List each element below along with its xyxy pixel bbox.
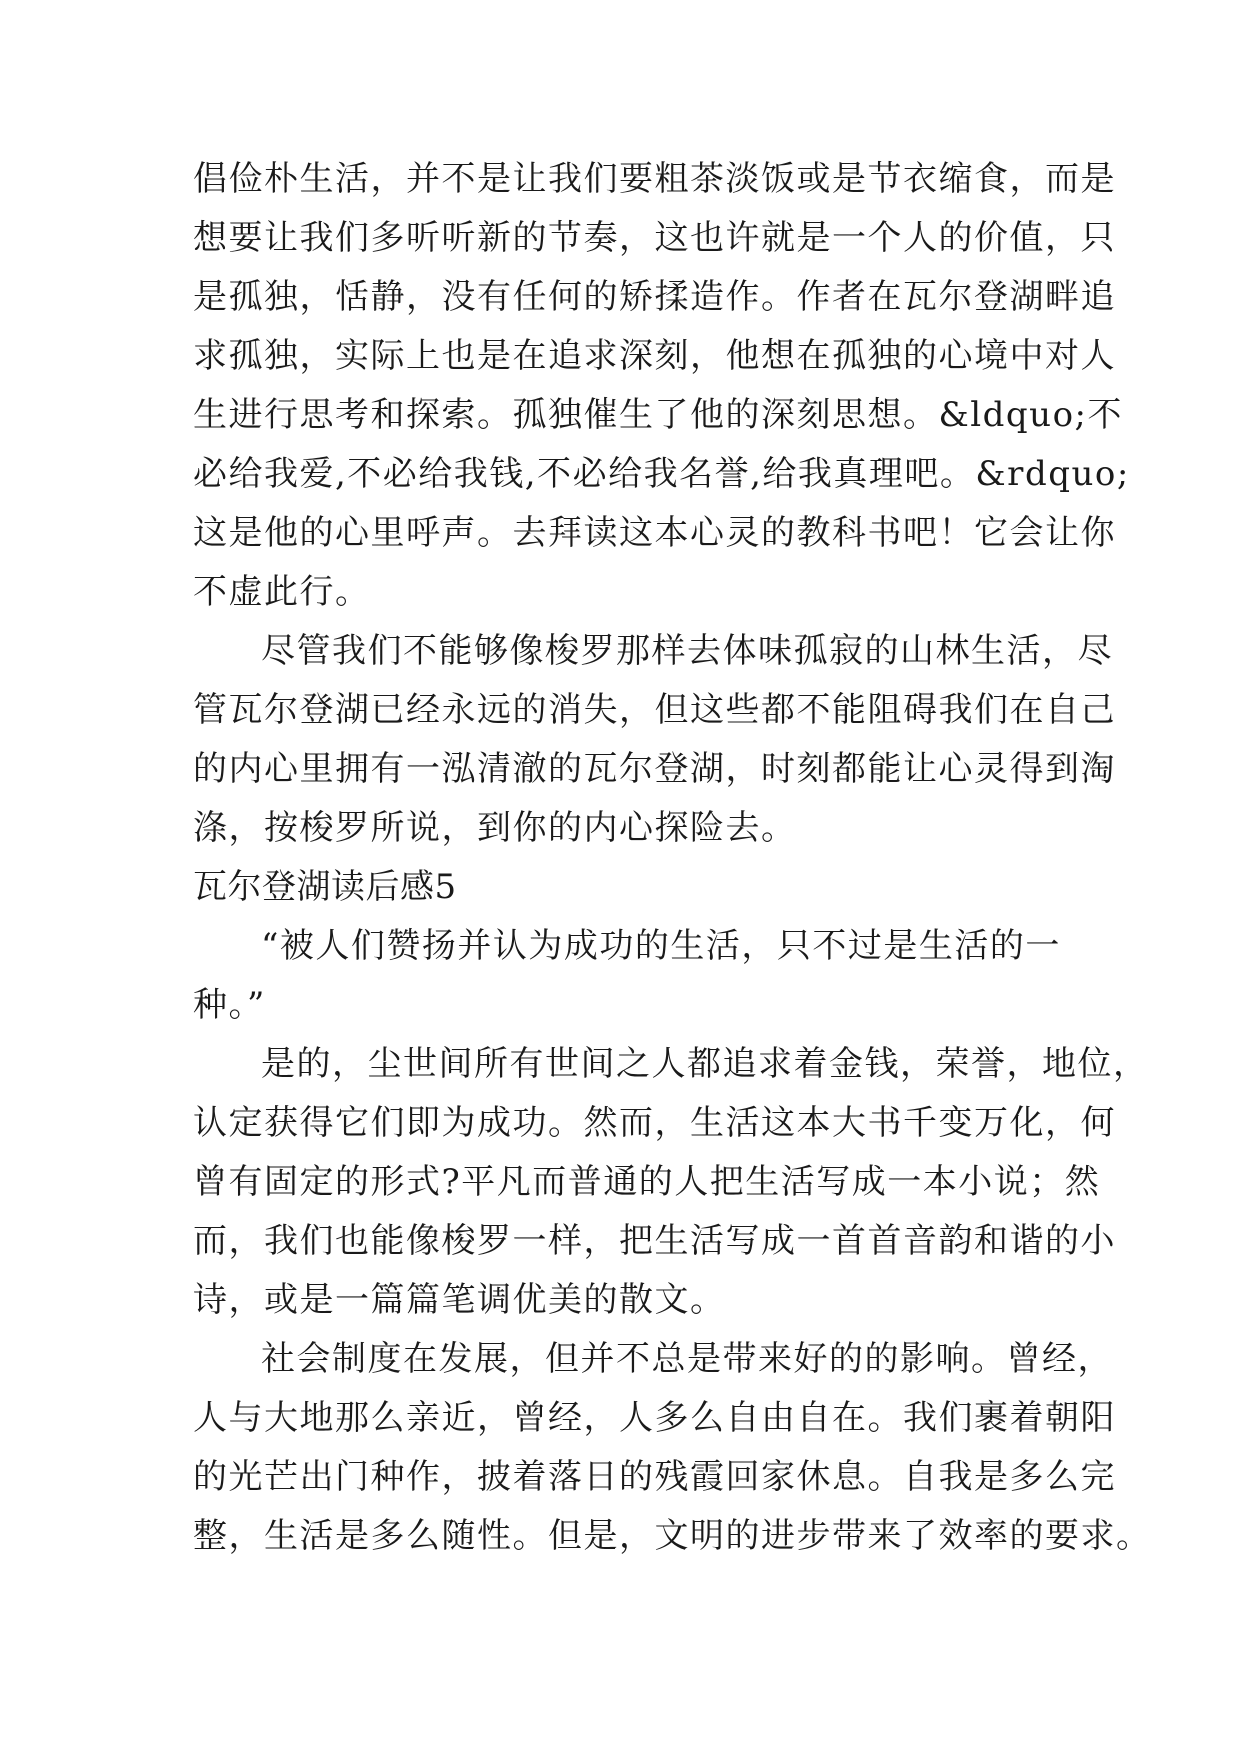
text-line: 管瓦尔登湖已经永远的消失，但这些都不能阻碍我们在自己 <box>193 690 1116 730</box>
text-line: 种。” <box>193 985 266 1025</box>
paragraph-continuation <box>193 150 1130 622</box>
document-body <box>193 150 1152 1566</box>
text-line: 涤，按梭罗所说，到你的内心探险去。 <box>193 808 797 848</box>
text-line: 而，我们也能像梭罗一样，把生活写成一首首音韵和谐的小 <box>193 1221 1116 1261</box>
text-line: 的内心里拥有一泓清澈的瓦尔登湖，时刻都能让心灵得到淘 <box>193 749 1116 789</box>
text-line: 整，生活是多么随性。但是，文明的进步带来了效率的要求。 <box>193 1516 1152 1556</box>
text-line: 是孤独，恬静，没有任何的矫揉造作。作者在瓦尔登湖畔追 <box>193 277 1116 317</box>
paragraph-quote <box>193 917 1068 1035</box>
text-line: 尽管我们不能够像梭罗那样去体味孤寂的山林生活，尽 <box>261 631 1113 671</box>
text-line: 倡俭朴生活，并不是让我们要粗茶淡饭或是节衣缩食，而是 <box>193 159 1116 199</box>
paragraph <box>193 1330 1152 1566</box>
text-line: 这是他的心里呼声。去拜读这本心灵的教科书吧！它会让你 <box>193 513 1116 553</box>
text-line: 求孤独，实际上也是在追求深刻，他想在孤独的心境中对人 <box>193 336 1116 376</box>
text-line: “被人们赞扬并认为成功的生活，只不过是生活的一 <box>261 926 1061 966</box>
text-line: 是的，尘世间所有世间之人都追求着金钱，荣誉，地位， <box>261 1044 1149 1084</box>
paragraph <box>193 622 1116 858</box>
text-line: 想要让我们多听听新的节奏，这也许就是一个人的价值，只 <box>193 218 1116 258</box>
text-line: 的光芒出门种作，披着落日的残霞回家休息。自我是多么完 <box>193 1457 1116 1497</box>
text-line: 必给我爱,不必给我钱,不必给我名誉,给我真理吧。&rdquo; <box>193 454 1130 494</box>
section-title: 瓦尔登湖读后感5 <box>193 867 457 907</box>
paragraph <box>193 1035 1149 1330</box>
text-line: 认定获得它们即为成功。然而，生活这本大书千变万化，何 <box>193 1103 1116 1143</box>
text-line: 社会制度在发展，但并不总是带来好的的影响。曾经， <box>261 1339 1113 1379</box>
text-line: 生进行思考和探索。孤独催生了他的深刻思想。&ldquo;不 <box>193 395 1123 435</box>
text-line: 诗，或是一篇篇笔调优美的散文。 <box>193 1280 726 1320</box>
text-line: 不虚此行。 <box>193 572 371 612</box>
text-line: 曾有固定的形式?平凡而普通的人把生活写成一本小说；然 <box>193 1162 1101 1202</box>
text-line: 人与大地那么亲近，曾经，人多么自由自在。我们裹着朝阳 <box>193 1398 1116 1438</box>
